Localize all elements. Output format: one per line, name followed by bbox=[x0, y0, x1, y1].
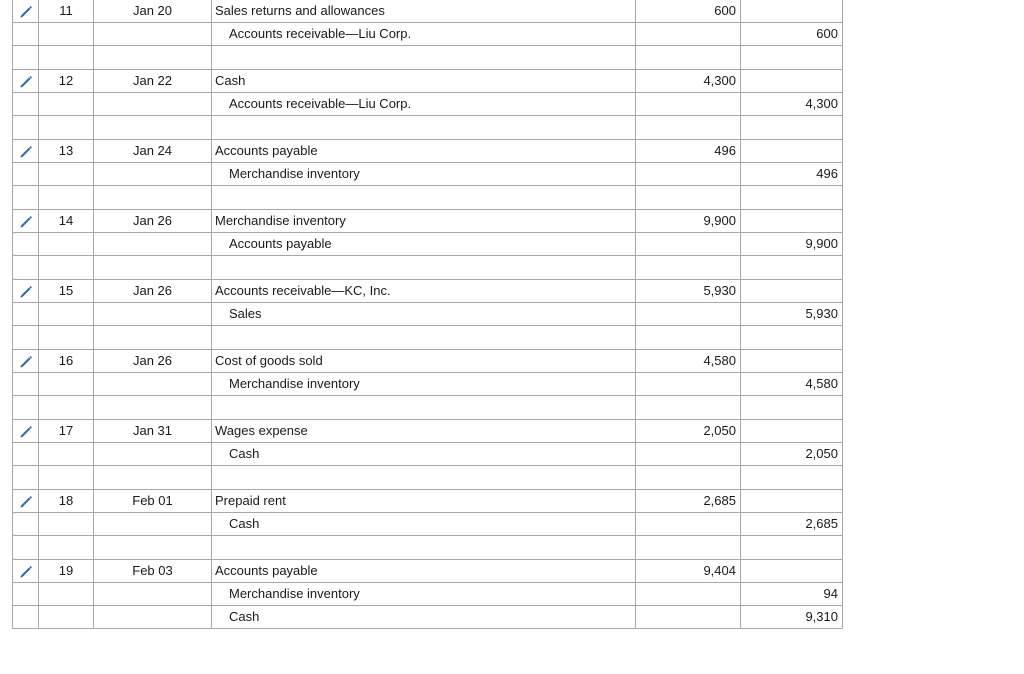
blank-cell bbox=[39, 186, 94, 210]
blank-cell bbox=[94, 93, 212, 116]
blank-cell bbox=[39, 23, 94, 46]
credit-amount[interactable] bbox=[741, 280, 843, 303]
blank-cell bbox=[94, 233, 212, 256]
credit-amount[interactable]: 9,310 bbox=[741, 606, 843, 629]
credit-amount[interactable]: 2,050 bbox=[741, 443, 843, 466]
credit-amount[interactable]: 9,900 bbox=[741, 233, 843, 256]
blank-cell[interactable] bbox=[741, 396, 843, 420]
blank-cell[interactable] bbox=[741, 326, 843, 350]
account-title[interactable]: Accounts receivable—Liu Corp. bbox=[212, 93, 636, 116]
account-title[interactable]: Cash bbox=[212, 606, 636, 629]
debit-amount[interactable] bbox=[636, 513, 741, 536]
journal-line-row bbox=[13, 210, 843, 233]
blank-cell bbox=[39, 256, 94, 280]
journal-line-row bbox=[13, 163, 843, 186]
entry-number: 18 bbox=[39, 490, 94, 513]
journal-line-row bbox=[13, 560, 843, 583]
edit-entry-cell[interactable] bbox=[13, 560, 39, 583]
blank-cell[interactable] bbox=[212, 116, 636, 140]
credit-amount[interactable] bbox=[741, 140, 843, 163]
blank-cell bbox=[13, 466, 39, 490]
blank-cell bbox=[13, 303, 39, 326]
blank-cell bbox=[94, 256, 212, 280]
blank-cell[interactable] bbox=[212, 186, 636, 210]
credit-amount[interactable] bbox=[741, 0, 843, 23]
blank-cell[interactable] bbox=[636, 396, 741, 420]
blank-spacer-row bbox=[13, 256, 843, 280]
blank-spacer-row bbox=[13, 536, 843, 560]
journal-line-row bbox=[13, 606, 843, 629]
blank-cell[interactable] bbox=[741, 116, 843, 140]
edit-entry-cell[interactable] bbox=[13, 140, 39, 163]
debit-amount[interactable] bbox=[636, 233, 741, 256]
blank-spacer-row bbox=[13, 116, 843, 140]
blank-cell[interactable] bbox=[741, 256, 843, 280]
journal-line-row bbox=[13, 23, 843, 46]
blank-cell bbox=[13, 326, 39, 350]
journal-line-row bbox=[13, 280, 843, 303]
credit-amount[interactable] bbox=[741, 70, 843, 93]
blank-cell bbox=[13, 396, 39, 420]
blank-cell bbox=[94, 186, 212, 210]
account-title[interactable]: Sales returns and allowances bbox=[212, 0, 636, 23]
entry-date: Jan 22 bbox=[94, 70, 212, 93]
blank-cell[interactable] bbox=[636, 326, 741, 350]
entry-date: Jan 24 bbox=[94, 140, 212, 163]
account-title[interactable]: Accounts receivable—KC, Inc. bbox=[212, 280, 636, 303]
journal-line-row bbox=[13, 303, 843, 326]
blank-cell[interactable] bbox=[636, 116, 741, 140]
blank-cell[interactable] bbox=[636, 256, 741, 280]
credit-amount[interactable]: 94 bbox=[741, 583, 843, 606]
pencil-icon bbox=[19, 75, 33, 89]
journal-line-row bbox=[13, 350, 843, 373]
blank-spacer-row bbox=[13, 466, 843, 490]
credit-amount[interactable]: 5,930 bbox=[741, 303, 843, 326]
blank-cell bbox=[39, 303, 94, 326]
blank-cell bbox=[39, 373, 94, 396]
entry-date: Feb 01 bbox=[94, 490, 212, 513]
edit-entry-cell[interactable] bbox=[13, 420, 39, 443]
account-title[interactable]: Accounts payable bbox=[212, 140, 636, 163]
account-title[interactable]: Accounts receivable—Liu Corp. bbox=[212, 23, 636, 46]
blank-cell[interactable] bbox=[741, 186, 843, 210]
credit-amount[interactable] bbox=[741, 420, 843, 443]
entry-date: Jan 26 bbox=[94, 280, 212, 303]
debit-amount[interactable]: 2,685 bbox=[636, 490, 741, 513]
blank-cell bbox=[94, 466, 212, 490]
blank-spacer-row bbox=[13, 186, 843, 210]
blank-cell[interactable] bbox=[741, 466, 843, 490]
debit-amount[interactable] bbox=[636, 443, 741, 466]
debit-amount[interactable]: 496 bbox=[636, 140, 741, 163]
blank-cell bbox=[39, 233, 94, 256]
blank-cell bbox=[39, 326, 94, 350]
blank-cell[interactable] bbox=[212, 536, 636, 560]
account-title[interactable]: Merchandise inventory bbox=[212, 163, 636, 186]
blank-cell bbox=[13, 116, 39, 140]
journal-line-row bbox=[13, 0, 843, 23]
blank-cell[interactable] bbox=[212, 396, 636, 420]
edit-entry-cell[interactable] bbox=[13, 70, 39, 93]
entry-number: 13 bbox=[39, 140, 94, 163]
blank-cell bbox=[13, 536, 39, 560]
debit-amount[interactable]: 4,580 bbox=[636, 350, 741, 373]
blank-cell bbox=[94, 46, 212, 70]
blank-cell bbox=[94, 396, 212, 420]
journal-line-row bbox=[13, 490, 843, 513]
blank-cell[interactable] bbox=[741, 536, 843, 560]
debit-amount[interactable] bbox=[636, 23, 741, 46]
blank-cell bbox=[13, 513, 39, 536]
blank-cell bbox=[13, 256, 39, 280]
blank-cell[interactable] bbox=[741, 46, 843, 70]
blank-cell bbox=[94, 583, 212, 606]
entry-date: Jan 26 bbox=[94, 350, 212, 373]
blank-cell bbox=[94, 326, 212, 350]
blank-cell[interactable] bbox=[636, 536, 741, 560]
journal-line-row bbox=[13, 93, 843, 116]
entry-number: 12 bbox=[39, 70, 94, 93]
blank-cell bbox=[39, 583, 94, 606]
blank-cell bbox=[13, 443, 39, 466]
entry-number: 11 bbox=[39, 0, 94, 23]
blank-cell bbox=[39, 466, 94, 490]
debit-amount[interactable] bbox=[636, 303, 741, 326]
blank-spacer-row bbox=[13, 326, 843, 350]
credit-amount[interactable] bbox=[741, 350, 843, 373]
credit-amount[interactable]: 4,300 bbox=[741, 93, 843, 116]
journal-entries-table bbox=[12, 0, 843, 629]
entry-date: Feb 03 bbox=[94, 560, 212, 583]
account-title[interactable]: Cash bbox=[212, 513, 636, 536]
blank-cell bbox=[94, 443, 212, 466]
pencil-icon bbox=[19, 355, 33, 369]
journal-line-row bbox=[13, 513, 843, 536]
debit-amount[interactable] bbox=[636, 163, 741, 186]
blank-cell bbox=[13, 606, 39, 629]
debit-amount[interactable]: 9,900 bbox=[636, 210, 741, 233]
journal-line-row bbox=[13, 420, 843, 443]
credit-amount[interactable]: 600 bbox=[741, 23, 843, 46]
edit-entry-cell[interactable] bbox=[13, 280, 39, 303]
account-title[interactable]: Sales bbox=[212, 303, 636, 326]
entry-date: Jan 26 bbox=[94, 210, 212, 233]
journal-line-row bbox=[13, 233, 843, 256]
blank-cell bbox=[13, 373, 39, 396]
account-title[interactable]: Accounts payable bbox=[212, 233, 636, 256]
blank-cell bbox=[94, 606, 212, 629]
journal-line-row bbox=[13, 140, 843, 163]
blank-cell[interactable] bbox=[212, 326, 636, 350]
entry-number: 16 bbox=[39, 350, 94, 373]
edit-entry-cell[interactable] bbox=[13, 210, 39, 233]
entry-date: Jan 31 bbox=[94, 420, 212, 443]
edit-entry-cell[interactable] bbox=[13, 350, 39, 373]
debit-amount[interactable]: 5,930 bbox=[636, 280, 741, 303]
credit-amount[interactable] bbox=[741, 210, 843, 233]
blank-cell bbox=[94, 116, 212, 140]
pencil-icon bbox=[19, 145, 33, 159]
edit-entry-cell[interactable] bbox=[13, 0, 39, 23]
debit-amount[interactable]: 9,404 bbox=[636, 560, 741, 583]
blank-cell bbox=[39, 536, 94, 560]
blank-cell bbox=[39, 116, 94, 140]
account-title[interactable]: Merchandise inventory bbox=[212, 583, 636, 606]
debit-amount[interactable] bbox=[636, 93, 741, 116]
entry-number: 17 bbox=[39, 420, 94, 443]
blank-cell bbox=[13, 233, 39, 256]
debit-amount[interactable]: 4,300 bbox=[636, 70, 741, 93]
pencil-icon bbox=[19, 565, 33, 579]
blank-cell bbox=[39, 513, 94, 536]
account-title[interactable]: Merchandise inventory bbox=[212, 373, 636, 396]
blank-cell bbox=[13, 583, 39, 606]
pencil-icon bbox=[19, 5, 33, 19]
blank-cell bbox=[39, 46, 94, 70]
blank-cell bbox=[39, 163, 94, 186]
debit-amount[interactable] bbox=[636, 606, 741, 629]
account-title[interactable]: Cost of goods sold bbox=[212, 350, 636, 373]
blank-cell[interactable] bbox=[212, 466, 636, 490]
credit-amount[interactable]: 2,685 bbox=[741, 513, 843, 536]
debit-amount[interactable] bbox=[636, 583, 741, 606]
blank-cell bbox=[13, 23, 39, 46]
blank-cell[interactable] bbox=[636, 186, 741, 210]
account-title[interactable]: Accounts payable bbox=[212, 560, 636, 583]
blank-cell bbox=[39, 396, 94, 420]
credit-amount[interactable] bbox=[741, 490, 843, 513]
blank-cell bbox=[94, 23, 212, 46]
journal-line-row bbox=[13, 443, 843, 466]
blank-cell bbox=[94, 163, 212, 186]
blank-cell[interactable] bbox=[212, 256, 636, 280]
pencil-icon bbox=[19, 495, 33, 509]
account-title[interactable]: Cash bbox=[212, 443, 636, 466]
blank-cell bbox=[39, 606, 94, 629]
blank-cell bbox=[13, 186, 39, 210]
blank-cell bbox=[94, 373, 212, 396]
debit-amount[interactable]: 2,050 bbox=[636, 420, 741, 443]
journal-line-row bbox=[13, 70, 843, 93]
blank-spacer-row bbox=[13, 396, 843, 420]
pencil-icon bbox=[19, 425, 33, 439]
account-title[interactable]: Prepaid rent bbox=[212, 490, 636, 513]
journal-line-row bbox=[13, 373, 843, 396]
account-title[interactable]: Cash bbox=[212, 70, 636, 93]
pencil-icon bbox=[19, 215, 33, 229]
blank-cell[interactable] bbox=[212, 46, 636, 70]
account-title[interactable]: Merchandise inventory bbox=[212, 210, 636, 233]
account-title[interactable]: Wages expense bbox=[212, 420, 636, 443]
blank-cell bbox=[13, 93, 39, 116]
credit-amount[interactable]: 496 bbox=[741, 163, 843, 186]
blank-cell[interactable] bbox=[636, 466, 741, 490]
debit-amount[interactable]: 600 bbox=[636, 0, 741, 23]
edit-entry-cell[interactable] bbox=[13, 490, 39, 513]
entry-number: 14 bbox=[39, 210, 94, 233]
entry-number: 15 bbox=[39, 280, 94, 303]
entry-date: Jan 20 bbox=[94, 0, 212, 23]
credit-amount[interactable]: 4,580 bbox=[741, 373, 843, 396]
debit-amount[interactable] bbox=[636, 373, 741, 396]
blank-cell bbox=[94, 536, 212, 560]
blank-cell bbox=[39, 443, 94, 466]
credit-amount[interactable] bbox=[741, 560, 843, 583]
blank-cell bbox=[13, 46, 39, 70]
entry-number: 19 bbox=[39, 560, 94, 583]
journal-line-row bbox=[13, 583, 843, 606]
blank-cell bbox=[13, 163, 39, 186]
pencil-icon bbox=[19, 285, 33, 299]
blank-cell bbox=[94, 513, 212, 536]
blank-cell[interactable] bbox=[636, 46, 741, 70]
blank-spacer-row bbox=[13, 46, 843, 70]
blank-cell bbox=[39, 93, 94, 116]
blank-cell bbox=[94, 303, 212, 326]
